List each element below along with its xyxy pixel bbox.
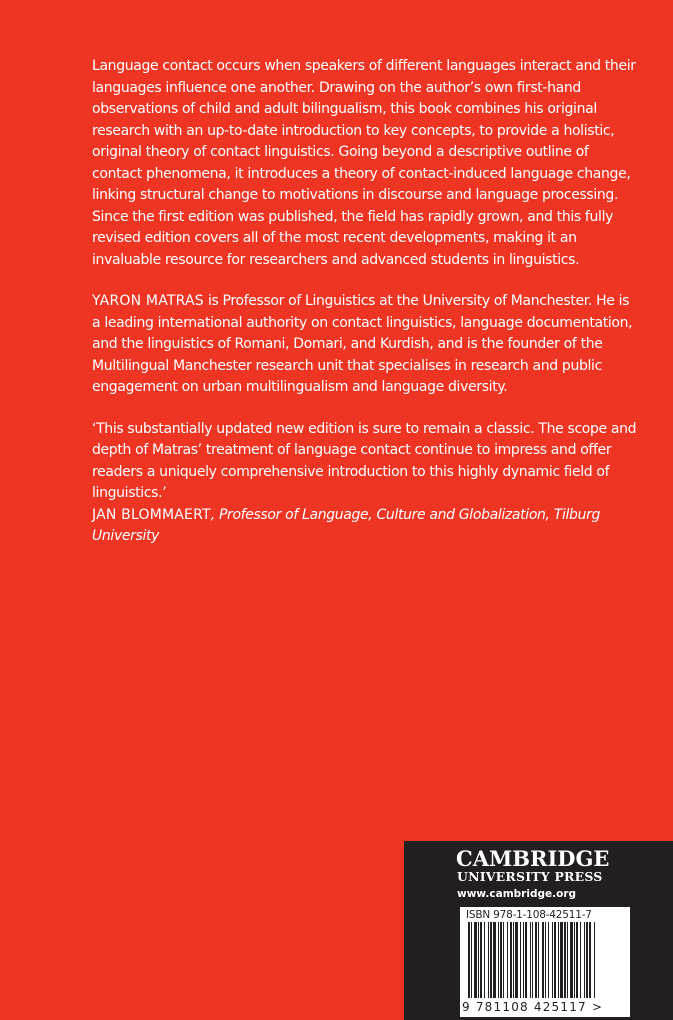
barcode-bar xyxy=(542,922,544,998)
barcode-bar xyxy=(558,922,559,998)
barcode-bar xyxy=(530,922,531,998)
barcode-bar xyxy=(515,922,518,998)
barcode-bar xyxy=(474,922,477,998)
barcode-bar xyxy=(490,922,492,998)
barcode-bar xyxy=(594,922,595,998)
barcode-bar xyxy=(532,922,533,998)
publisher-box xyxy=(404,841,673,1020)
barcode-bar xyxy=(523,922,524,998)
author-name: YARON MATRAS xyxy=(92,293,204,309)
barcode-bar xyxy=(554,922,556,998)
publisher-subtitle: UNIVERSITY PRESS xyxy=(457,869,603,884)
barcode-bar xyxy=(574,922,575,998)
barcode-bar xyxy=(570,922,573,998)
barcode-bar xyxy=(584,922,585,998)
barcode-bar xyxy=(538,922,539,998)
book-description: Language contact occurs when speakers of different languages interact and their languages influence one another. Drawing on the author’s own first-hand observations of child and adult bilingualism, this book combines his original research with an up-to-date introduction to key concepts, to provide a holistic, original theory of contact linguistics. Going beyond a descriptive outline of contact phenomena, it introduces a theory of contact-induced language change, linking structural change to motivations in discourse and language processing. Since the first edition was published, the field has rapidly grown, and this fully revised edition covers all of the most recent developments, making it an invaluable resource for researchers and advanced students in linguistics. xyxy=(92,58,636,268)
barcode-bar xyxy=(500,922,502,998)
endorser-affiliation: , Professor of Language, Culture and Globalization, Tilburg University xyxy=(92,506,601,544)
endorser-name: JAN BLOMMAERT xyxy=(92,506,211,523)
barcode-bar xyxy=(510,922,512,998)
publisher-name: CAMBRIDGE xyxy=(456,846,610,871)
barcode-bar xyxy=(552,922,553,998)
barcode-bar xyxy=(580,922,581,998)
barcode-bar xyxy=(589,922,591,998)
endorsement-attribution xyxy=(92,505,640,548)
endorsement-quote: ‘This substantially updated new edition is sure to remain a classic. The scope and depth of Matras’ treatment of language contact continue to impress and offer readers a uniquely comprehensive introduction to this highly dynamic field of linguistics.’ xyxy=(92,420,637,501)
barcode-bar xyxy=(545,922,546,998)
barcode-bar xyxy=(493,922,496,998)
barcode-bar xyxy=(535,922,537,998)
barcode-digits: 9 781108 425117 > xyxy=(462,1000,604,1014)
barcode-bar xyxy=(503,922,504,998)
isbn-label: ISBN 978-1-108-42511-7 xyxy=(466,909,592,921)
barcode-bar xyxy=(560,922,563,998)
barcode-bar xyxy=(480,922,482,998)
barcode-bar xyxy=(520,922,521,998)
barcode-bar xyxy=(488,922,489,998)
barcode-bar xyxy=(507,922,508,998)
author-bio xyxy=(92,291,640,399)
barcode-bar xyxy=(498,922,499,998)
barcode-bar xyxy=(484,922,485,998)
barcode-bar xyxy=(513,922,514,998)
cover-text-block xyxy=(92,56,640,548)
barcode-bar xyxy=(468,922,470,998)
barcode-bar xyxy=(478,922,479,998)
barcode-bar xyxy=(576,922,578,998)
barcode-bar xyxy=(586,922,588,998)
barcode-bar xyxy=(564,922,566,998)
barcode-bar xyxy=(567,922,568,998)
barcode-icon xyxy=(466,922,624,1000)
author-bio-text: is Professor of Linguistics at the University of Manchester. He is a leading international authority on contact linguistics, language documentation, and the linguistics of Romani, Domari, and Kurdish, and is the founder of the Multilingual Manchester research unit that specialises in research and public engagement on urban multilingualism and language diversity. xyxy=(92,293,633,395)
publisher-url: www.cambridge.org xyxy=(457,888,577,900)
barcode-box xyxy=(460,907,630,1017)
barcode-bar xyxy=(548,922,549,998)
barcode-bar xyxy=(471,922,472,998)
barcode-bar xyxy=(525,922,527,998)
